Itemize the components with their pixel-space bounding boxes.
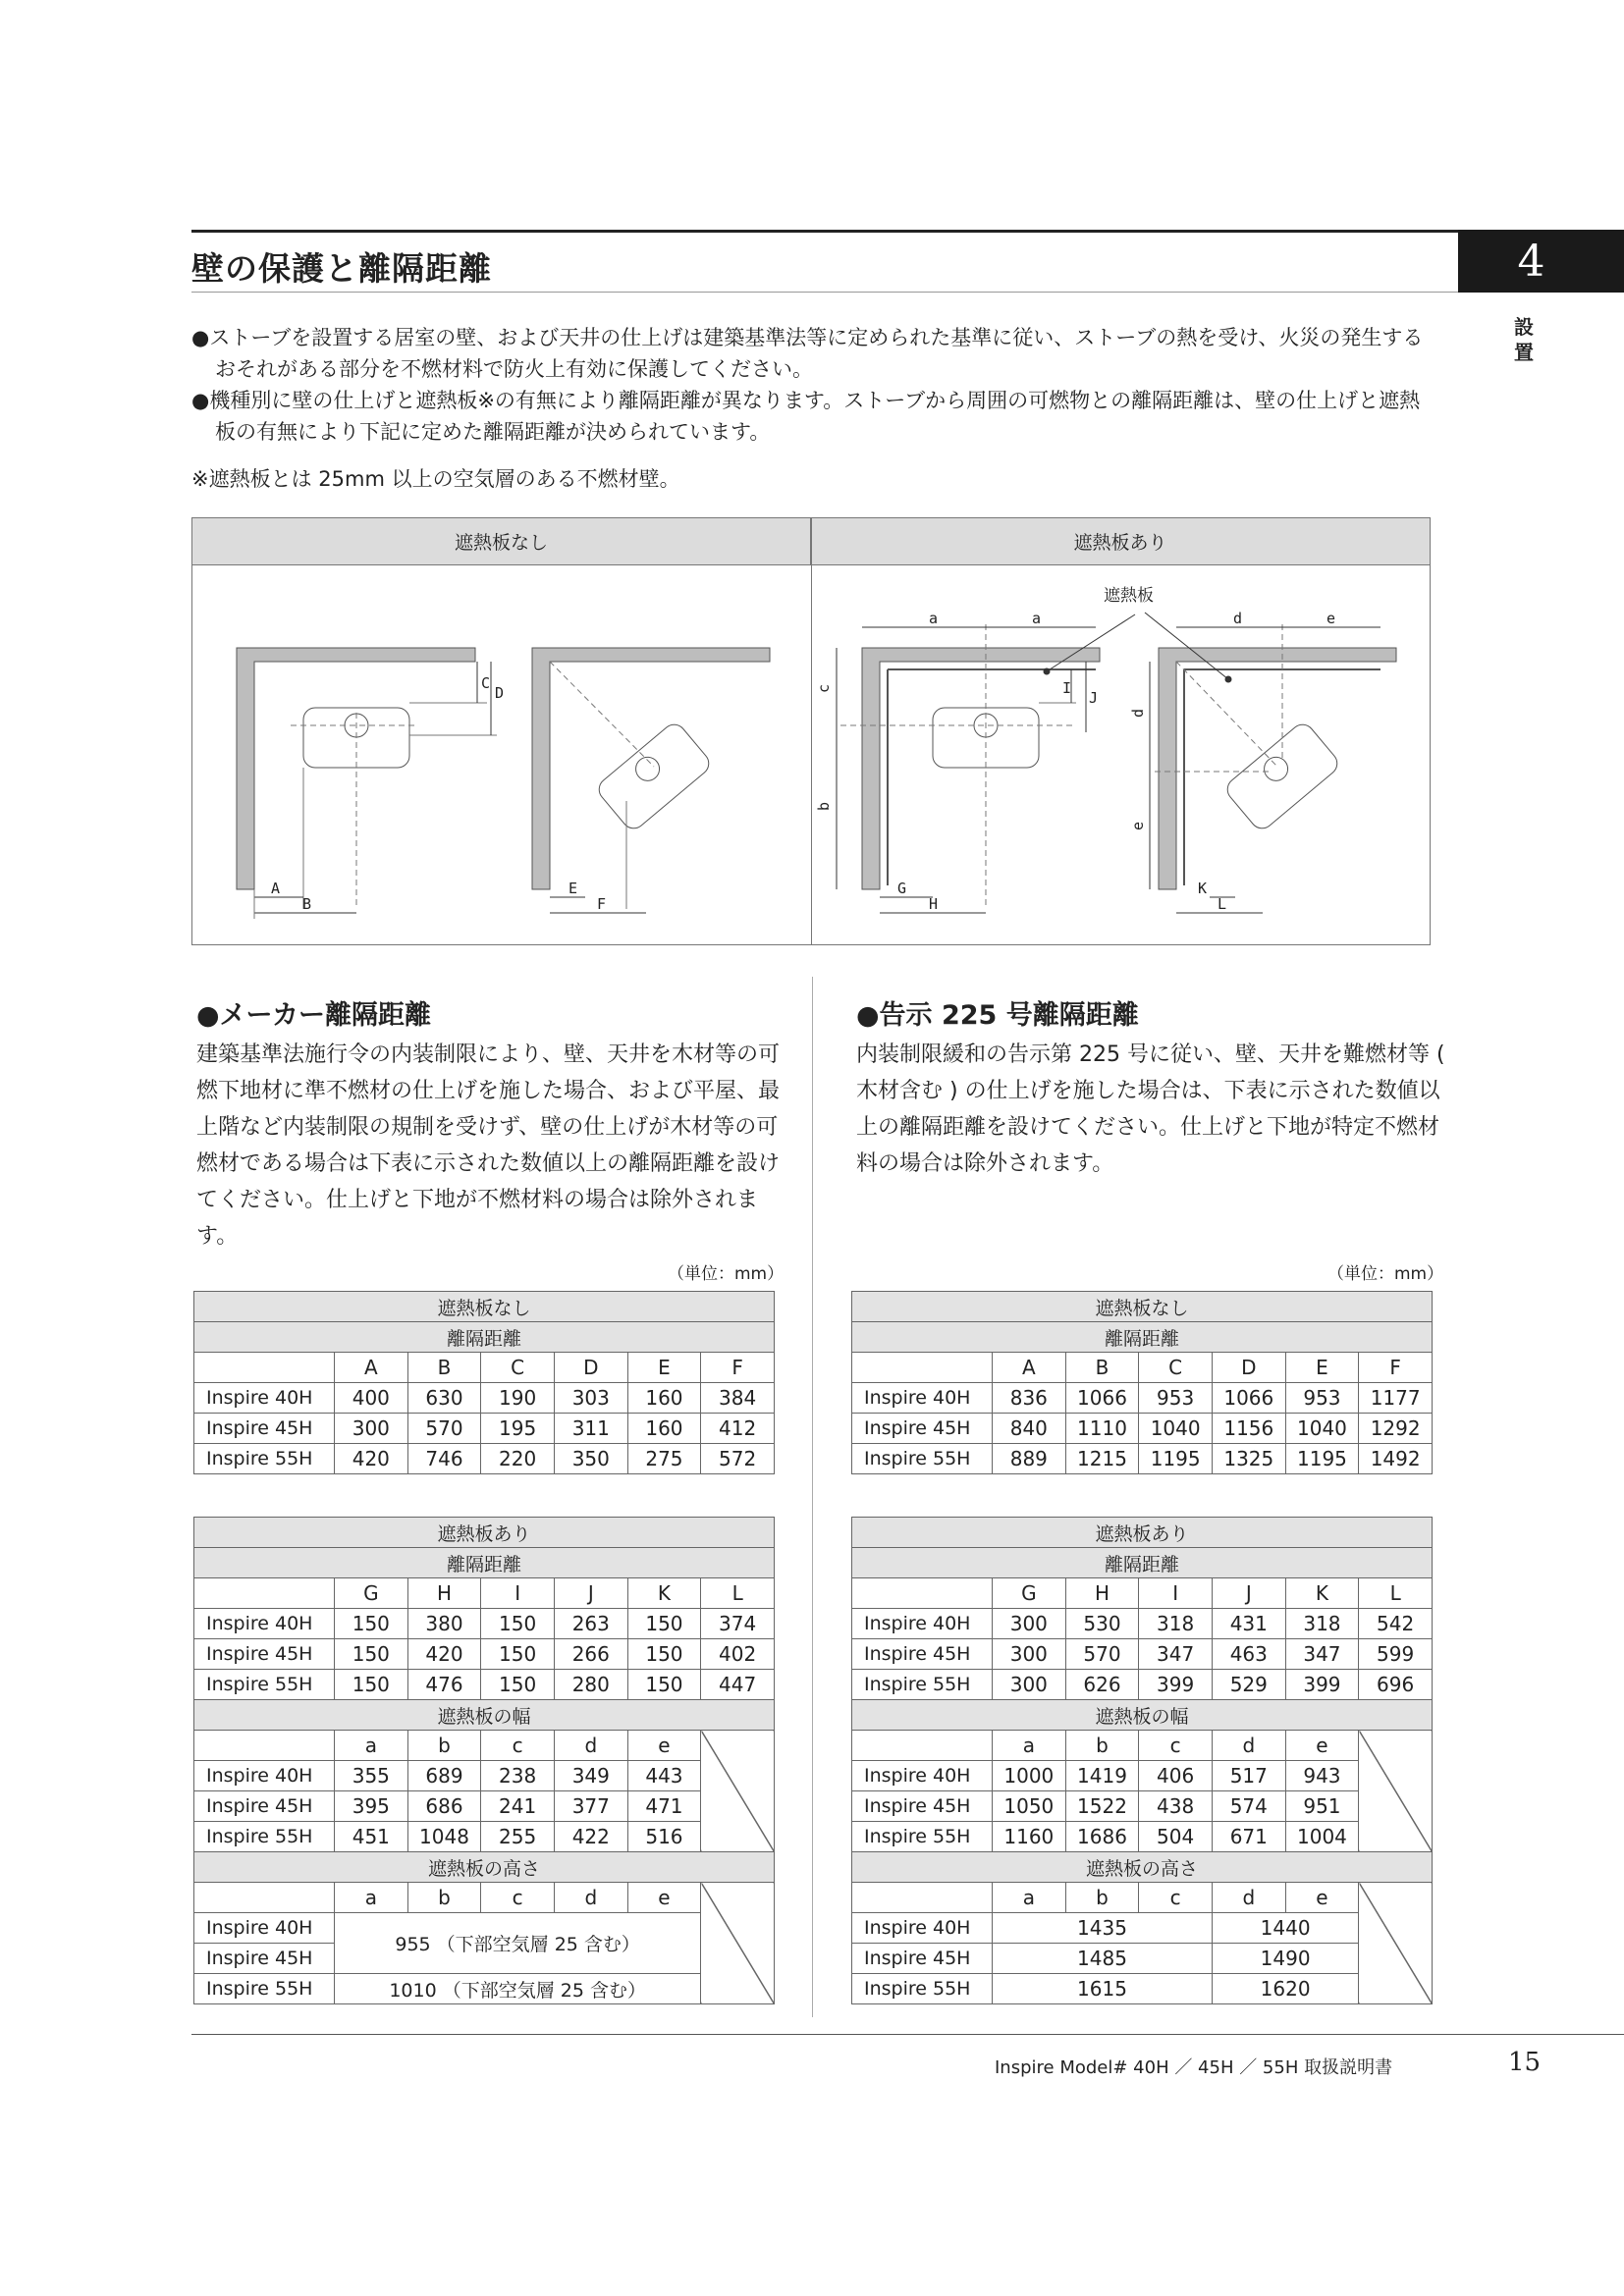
- table-cell: 517: [1212, 1761, 1285, 1791]
- notice-section-body: 内装制限緩和の告示第 225 号に従い、壁、天井を難燃材等 ( 木材含む ) の仕上げを施した場合は、下表に示された数値以上の離隔距離を設けてください。仕上げと下地が特定不燃材料の場合は除外されます。: [856, 1042, 1445, 1176]
- merged-height-cell: 955 （下部空気層 25 含む）: [335, 1913, 701, 1974]
- column-header: J: [554, 1578, 627, 1609]
- model-name: Inspire 40H: [852, 1913, 993, 1944]
- column-header: F: [1359, 1353, 1433, 1383]
- maker-with-shield-table: [193, 1517, 775, 2004]
- column-divider: [812, 977, 813, 2017]
- dim-label-d: d: [1129, 708, 1147, 718]
- table-cell: 1004: [1285, 1822, 1359, 1852]
- table-cell: 451: [335, 1822, 408, 1852]
- model-name: Inspire 45H: [194, 1944, 335, 1974]
- model-name: Inspire 55H: [852, 1822, 993, 1852]
- model-name: Inspire 45H: [852, 1639, 993, 1670]
- diagram-header-no-shield: 遮熱板なし: [192, 518, 811, 565]
- column-header: a: [335, 1731, 408, 1761]
- table-cell: 150: [335, 1639, 408, 1670]
- model-name: Inspire 40H: [852, 1383, 993, 1414]
- dim-label-I: I: [1062, 679, 1072, 697]
- table-cell: 1048: [407, 1822, 481, 1852]
- table-header-row: [852, 1578, 1433, 1609]
- table-row: [852, 1414, 1433, 1444]
- table-row: [852, 1913, 1433, 1944]
- table-cell: 447: [701, 1670, 775, 1700]
- model-name: Inspire 40H: [852, 1761, 993, 1791]
- dim-label-b: b: [815, 801, 833, 811]
- heat-shield-line: [888, 669, 1099, 885]
- table-cell: 1440: [1212, 1913, 1358, 1944]
- model-name: Inspire 40H: [194, 1609, 335, 1639]
- maker-no-shield-table: [193, 1291, 775, 1474]
- model-name: Inspire 55H: [194, 1974, 335, 2004]
- table-subtitle: 離隔距離: [194, 1548, 775, 1578]
- table-cell: 1492: [1359, 1444, 1433, 1474]
- column-header: b: [1065, 1731, 1139, 1761]
- model-name: Inspire 40H: [194, 1383, 335, 1414]
- table-cell: 1292: [1359, 1414, 1433, 1444]
- table-cell: 471: [627, 1791, 701, 1822]
- table-cell: 570: [407, 1414, 481, 1444]
- table-cell: 150: [481, 1639, 555, 1670]
- table-header-row: [194, 1578, 775, 1609]
- table-cell: 263: [554, 1609, 627, 1639]
- table-cell: 476: [407, 1670, 481, 1700]
- dim-label-H: H: [929, 895, 939, 913]
- empty-diagonal-cell: [1359, 1731, 1433, 1852]
- table-cell: 1156: [1212, 1414, 1285, 1444]
- table-row: [194, 1822, 775, 1852]
- table-cell: 150: [481, 1609, 555, 1639]
- side-label-char: 設: [1514, 315, 1534, 339]
- table-cell: 1050: [993, 1791, 1066, 1822]
- table-row: [194, 1444, 775, 1474]
- model-name: Inspire 45H: [194, 1639, 335, 1670]
- dim-label-A: A: [271, 880, 281, 897]
- column-header: G: [335, 1578, 408, 1609]
- table-cell: 746: [407, 1444, 481, 1474]
- table-cell: 1040: [1139, 1414, 1213, 1444]
- table-row: [194, 1414, 775, 1444]
- column-header: C: [481, 1353, 555, 1383]
- notice-section-title: ●告示 225 号離隔距離: [856, 1000, 1139, 1031]
- table-title: 遮熱板なし: [852, 1292, 1433, 1322]
- footer-rule: [191, 2034, 1624, 2035]
- column-header: a: [993, 1883, 1066, 1913]
- table-cell: 150: [481, 1670, 555, 1700]
- table-cell: 190: [481, 1383, 555, 1414]
- dim-label-c: c: [815, 683, 833, 693]
- table-cell: 300: [993, 1670, 1066, 1700]
- table-cell: 220: [481, 1444, 555, 1474]
- table-cell: 1110: [1065, 1414, 1139, 1444]
- table-cell: 318: [1139, 1609, 1213, 1639]
- maker-section-title: ●メーカー離隔距離: [196, 1000, 432, 1031]
- table-subtitle: 離隔距離: [852, 1322, 1433, 1353]
- table-cell: 626: [1065, 1670, 1139, 1700]
- table-row: [194, 1791, 775, 1822]
- table-cell: 406: [1139, 1761, 1213, 1791]
- table-header-row: [194, 1883, 775, 1913]
- unit-label: （単位：mm）: [1327, 1264, 1444, 1284]
- table-cell: 300: [993, 1609, 1066, 1639]
- table-subtitle: 遮熱板の幅: [852, 1700, 1433, 1731]
- dim-label-K: K: [1198, 880, 1208, 897]
- table-cell: 689: [407, 1761, 481, 1791]
- table-cell: 438: [1139, 1791, 1213, 1822]
- table-cell: 599: [1359, 1639, 1433, 1670]
- clearance-diagram: [191, 517, 1431, 945]
- empty-diagonal-cell: [701, 1731, 775, 1852]
- table-header-row: [852, 1731, 1433, 1761]
- column-header: c: [481, 1883, 555, 1913]
- column-header: d: [554, 1731, 627, 1761]
- column-header: H: [1065, 1578, 1139, 1609]
- table-cell: 160: [627, 1383, 701, 1414]
- model-name: Inspire 55H: [852, 1444, 993, 1474]
- column-header: K: [1285, 1578, 1359, 1609]
- dim-label-C: C: [481, 674, 491, 692]
- column-header: B: [1065, 1353, 1139, 1383]
- column-header: D: [554, 1353, 627, 1383]
- table-cell: 1195: [1285, 1444, 1359, 1474]
- table-cell: 399: [1285, 1670, 1359, 1700]
- table-header-row: [194, 1353, 775, 1383]
- table-cell: 889: [993, 1444, 1066, 1474]
- table-cell: 671: [1212, 1822, 1285, 1852]
- table-cell: 420: [407, 1639, 481, 1670]
- table-cell: 402: [701, 1639, 775, 1670]
- column-header: A: [993, 1353, 1066, 1383]
- table-cell: 1160: [993, 1822, 1066, 1852]
- table-cell: 355: [335, 1761, 408, 1791]
- model-name: Inspire 40H: [194, 1761, 335, 1791]
- model-name: Inspire 45H: [194, 1791, 335, 1822]
- model-name: Inspire 45H: [852, 1944, 993, 1974]
- merged-height-cell: 1010 （下部空気層 25 含む）: [335, 1974, 701, 2004]
- column-header: J: [1212, 1578, 1285, 1609]
- table-cell: 1195: [1139, 1444, 1213, 1474]
- dim-label-d: d: [1233, 610, 1243, 627]
- table-cell: 347: [1139, 1639, 1213, 1670]
- table-row: [194, 1761, 775, 1791]
- model-name: Inspire 55H: [852, 1670, 993, 1700]
- column-header: e: [627, 1731, 701, 1761]
- table-subtitle: 遮熱板の高さ: [194, 1852, 775, 1883]
- table-cell: 384: [701, 1383, 775, 1414]
- model-name: Inspire 40H: [852, 1609, 993, 1639]
- dim-label-L: L: [1218, 895, 1227, 913]
- dim-label-e: e: [1326, 610, 1336, 627]
- table-cell: 347: [1285, 1639, 1359, 1670]
- table-cell: 1686: [1065, 1822, 1139, 1852]
- table-row: [852, 1822, 1433, 1852]
- table-cell: 943: [1285, 1761, 1359, 1791]
- table-cell: 160: [627, 1414, 701, 1444]
- chapter-number: 4: [1458, 230, 1624, 293]
- column-header: E: [1285, 1353, 1359, 1383]
- table-cell: 1040: [1285, 1414, 1359, 1444]
- intro-text: ●機種別に壁の仕上げと遮熱板※の有無により離隔距離が異なります。ストーブから周囲の可燃物との離隔距離は、壁の仕上げと遮熱板の有無により下記に定めた離隔距離が決められています。: [191, 389, 1421, 444]
- table-cell: 516: [627, 1822, 701, 1852]
- table-cell: 570: [1065, 1639, 1139, 1670]
- empty-diagonal-cell: [701, 1883, 775, 2004]
- column-header: F: [701, 1353, 775, 1383]
- dim-label-a: a: [1032, 610, 1042, 627]
- dim-label-D: D: [495, 684, 505, 702]
- table-cell: 150: [627, 1639, 701, 1670]
- table-header-row: [852, 1353, 1433, 1383]
- table-title: 遮熱板あり: [852, 1518, 1433, 1548]
- column-header: e: [1285, 1731, 1359, 1761]
- table-cell: 1490: [1212, 1944, 1358, 1974]
- model-name: Inspire 55H: [194, 1822, 335, 1852]
- table-cell: 953: [1285, 1383, 1359, 1414]
- table-cell: 1325: [1212, 1444, 1285, 1474]
- column-header: E: [627, 1353, 701, 1383]
- table-cell: 951: [1285, 1791, 1359, 1822]
- table-cell: 150: [335, 1670, 408, 1700]
- column-header: d: [1212, 1883, 1285, 1913]
- column-header: C: [1139, 1353, 1213, 1383]
- diagram-straight-with-shield: [837, 614, 1135, 913]
- table-cell: 300: [993, 1639, 1066, 1670]
- column-header: L: [1359, 1578, 1433, 1609]
- table-cell: 686: [407, 1791, 481, 1822]
- table-row: [852, 1383, 1433, 1414]
- table-subtitle: 離隔距離: [852, 1548, 1433, 1578]
- shield-callout-label: 遮熱板: [1104, 586, 1154, 606]
- table-cell: 1215: [1065, 1444, 1139, 1474]
- table-cell: 572: [701, 1444, 775, 1474]
- table-cell: 349: [554, 1761, 627, 1791]
- page-number: 15: [1508, 2048, 1542, 2077]
- table-cell: 255: [481, 1822, 555, 1852]
- column-header: A: [335, 1353, 408, 1383]
- table-cell: 1419: [1065, 1761, 1139, 1791]
- table-cell: 529: [1212, 1670, 1285, 1700]
- column-header: b: [407, 1731, 481, 1761]
- table-cell: 150: [335, 1609, 408, 1639]
- table-cell: 836: [993, 1383, 1066, 1414]
- diagram-corner-with-shield: [1145, 613, 1396, 913]
- table-cell: 350: [554, 1444, 627, 1474]
- table-cell: 150: [627, 1670, 701, 1700]
- page-title: 壁の保護と離隔距離: [191, 249, 492, 288]
- model-name: Inspire 55H: [852, 1974, 993, 2004]
- intro-paragraph: [191, 322, 1438, 385]
- table-header-row: [194, 1731, 775, 1761]
- table-row: [852, 1944, 1433, 1974]
- table-cell: 420: [335, 1444, 408, 1474]
- table-row: [194, 1609, 775, 1639]
- column-header: D: [1212, 1353, 1285, 1383]
- table-row: [852, 1444, 1433, 1474]
- side-label-char: 置: [1514, 341, 1534, 364]
- table-cell: 422: [554, 1822, 627, 1852]
- table-row: [194, 1670, 775, 1700]
- table-cell: 380: [407, 1609, 481, 1639]
- column-header: H: [407, 1578, 481, 1609]
- table-row: [852, 1639, 1433, 1670]
- header-rule: [191, 230, 1624, 233]
- table-row: [194, 1383, 775, 1414]
- column-header: e: [1285, 1883, 1359, 1913]
- notice-with-shield-table: [851, 1517, 1433, 2004]
- table-cell: 542: [1359, 1609, 1433, 1639]
- dim-label-G: G: [897, 880, 907, 897]
- table-cell: 1066: [1065, 1383, 1139, 1414]
- table-title: 遮熱板なし: [194, 1292, 775, 1322]
- table-row: [194, 1974, 775, 2004]
- dim-label-E: E: [568, 880, 578, 897]
- table-cell: 953: [1139, 1383, 1213, 1414]
- column-header: d: [554, 1883, 627, 1913]
- table-cell: 463: [1212, 1639, 1285, 1670]
- diagram-straight-no-shield: [237, 648, 497, 919]
- table-header-row: [852, 1883, 1433, 1913]
- table-row: [852, 1761, 1433, 1791]
- column-header: G: [993, 1578, 1066, 1609]
- table-cell: 696: [1359, 1670, 1433, 1700]
- intro-note: ※遮熱板とは 25mm 以上の空気層のある不燃材壁。: [191, 467, 680, 491]
- table-cell: 1620: [1212, 1974, 1358, 2004]
- table-cell: 1177: [1359, 1383, 1433, 1414]
- table-cell: 412: [701, 1414, 775, 1444]
- table-cell: 1485: [993, 1944, 1213, 1974]
- model-name: Inspire 45H: [852, 1414, 993, 1444]
- maker-section-body: 建築基準法施行令の内装制限により、壁、天井を木材等の可燃下地材に準不燃材の仕上げを施した場合、および平屋、最上階など内装制限の規制を受けず、壁の仕上げが木材等の可燃材である場合は下表に示された数値以上の離隔距離を設けてください。仕上げと下地が不燃材料の場合は除外されます。: [196, 1042, 781, 1249]
- table-cell: 395: [335, 1791, 408, 1822]
- table-cell: 574: [1212, 1791, 1285, 1822]
- table-cell: 195: [481, 1414, 555, 1444]
- table-cell: 400: [335, 1383, 408, 1414]
- intro-text: ●ストーブを設置する居室の壁、および天井の仕上げは建築基準法等に定められた基準に従い、ストーブの熱を受け、火災の発生するおそれがある部分を不燃材料で防火上有効に保護してください。: [191, 326, 1424, 381]
- table-cell: 311: [554, 1414, 627, 1444]
- table-row: [852, 1974, 1433, 2004]
- table-cell: 1066: [1212, 1383, 1285, 1414]
- dim-label-J: J: [1089, 689, 1099, 707]
- table-cell: 1000: [993, 1761, 1066, 1791]
- footer-text: Inspire Model# 40H ／ 45H ／ 55H 取扱説明書: [995, 2057, 1393, 2078]
- column-header: e: [627, 1883, 701, 1913]
- table-cell: 241: [481, 1791, 555, 1822]
- column-header: c: [481, 1731, 555, 1761]
- table-cell: 377: [554, 1791, 627, 1822]
- model-name: Inspire 55H: [194, 1444, 335, 1474]
- table-cell: 504: [1139, 1822, 1213, 1852]
- model-name: Inspire 45H: [852, 1791, 993, 1822]
- column-header: c: [1139, 1883, 1213, 1913]
- dim-label-F: F: [597, 895, 607, 913]
- table-cell: 238: [481, 1761, 555, 1791]
- model-name: Inspire 45H: [194, 1414, 335, 1444]
- dim-label-e: e: [1129, 821, 1147, 830]
- column-header: c: [1139, 1731, 1213, 1761]
- column-header: a: [993, 1731, 1066, 1761]
- clearance-diagram-svg: [192, 565, 1430, 944]
- table-cell: 150: [627, 1609, 701, 1639]
- model-name: Inspire 40H: [194, 1913, 335, 1944]
- chapter-side-label: [1512, 314, 1536, 365]
- table-row: [194, 1639, 775, 1670]
- table-cell: 303: [554, 1383, 627, 1414]
- table-row: [194, 1913, 775, 1944]
- empty-diagonal-cell: [1359, 1883, 1433, 2004]
- table-subtitle: 遮熱板の高さ: [852, 1852, 1433, 1883]
- dim-label-B: B: [302, 895, 312, 913]
- intro-paragraph: [191, 385, 1438, 448]
- column-header: d: [1212, 1731, 1285, 1761]
- table-cell: 266: [554, 1639, 627, 1670]
- table-subtitle: 離隔距離: [194, 1322, 775, 1353]
- column-header: a: [335, 1883, 408, 1913]
- diagram-header-with-shield: 遮熱板あり: [811, 518, 1430, 565]
- table-cell: 840: [993, 1414, 1066, 1444]
- column-header: I: [481, 1578, 555, 1609]
- table-cell: 443: [627, 1761, 701, 1791]
- column-header: b: [1065, 1883, 1139, 1913]
- table-cell: 431: [1212, 1609, 1285, 1639]
- table-cell: 318: [1285, 1609, 1359, 1639]
- table-cell: 1615: [993, 1974, 1213, 2004]
- model-name: Inspire 55H: [194, 1670, 335, 1700]
- diagram-corner-no-shield: [532, 648, 770, 913]
- table-row: [852, 1609, 1433, 1639]
- column-header: I: [1139, 1578, 1213, 1609]
- column-header: B: [407, 1353, 481, 1383]
- unit-label: （単位：mm）: [668, 1264, 785, 1284]
- column-header: K: [627, 1578, 701, 1609]
- notice-no-shield-table: [851, 1291, 1433, 1474]
- column-header: L: [701, 1578, 775, 1609]
- table-subtitle: 遮熱板の幅: [194, 1700, 775, 1731]
- table-row: [852, 1791, 1433, 1822]
- table-cell: 374: [701, 1609, 775, 1639]
- header-bottom-rule: [191, 292, 1458, 293]
- table-cell: 280: [554, 1670, 627, 1700]
- table-cell: 399: [1139, 1670, 1213, 1700]
- table-cell: 1522: [1065, 1791, 1139, 1822]
- column-header: b: [407, 1883, 481, 1913]
- table-row: [852, 1670, 1433, 1700]
- table-cell: 300: [335, 1414, 408, 1444]
- table-cell: 630: [407, 1383, 481, 1414]
- table-cell: 1435: [993, 1913, 1213, 1944]
- table-cell: 530: [1065, 1609, 1139, 1639]
- table-title: 遮熱板あり: [194, 1518, 775, 1548]
- dim-label-a: a: [929, 610, 939, 627]
- table-cell: 275: [627, 1444, 701, 1474]
